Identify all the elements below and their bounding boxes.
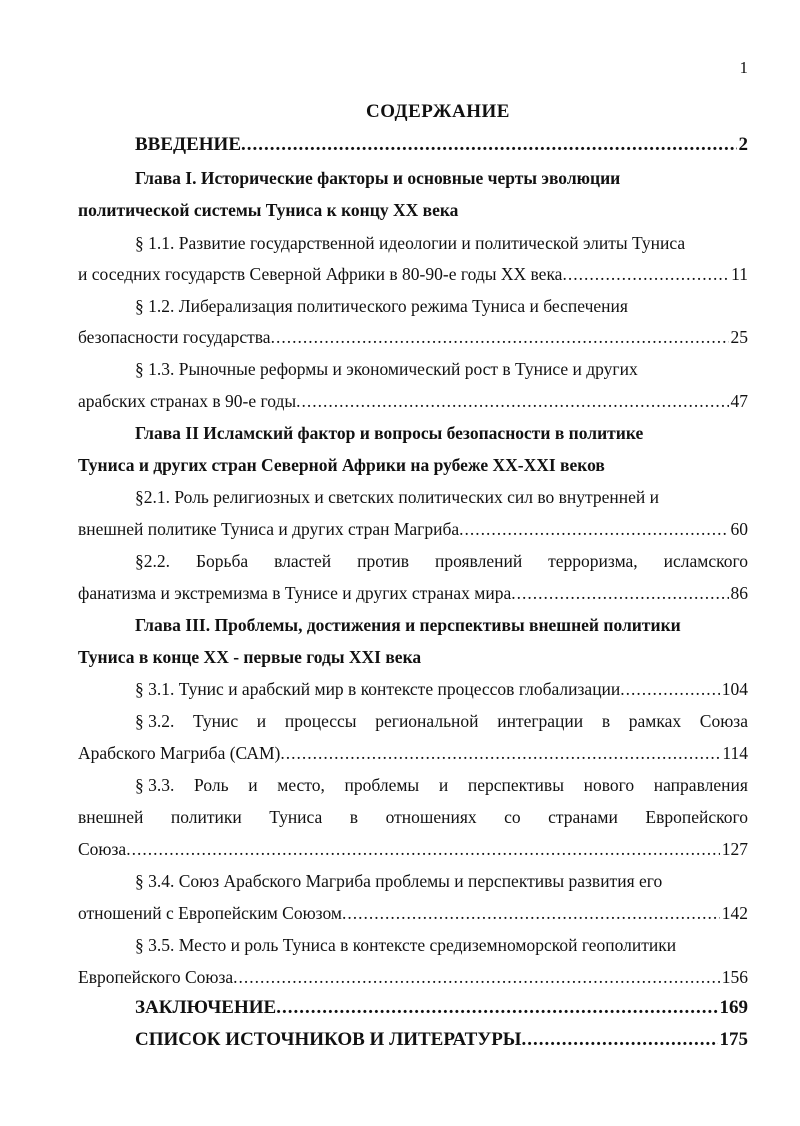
entry-title: Арабского Магриба (САМ) (78, 743, 281, 763)
word: странами (548, 807, 618, 827)
word: место, (277, 775, 325, 795)
section-3-5-line1[interactable]: § 3.5. Место и роль Туниса в контексте средиземноморской геополитики (135, 935, 677, 955)
section-1-2-line1[interactable]: § 1.2. Либерализация политического режима Туниса и беспечения (135, 296, 628, 316)
dot-leader (511, 581, 728, 605)
word: § 3.3. (135, 775, 175, 795)
chapter-2-heading[interactable]: Глава II Исламский фактор и вопросы безопасности в политике (135, 423, 644, 443)
word: исламского (663, 551, 748, 571)
section-2-1-line1[interactable]: §2.1. Роль религиозных и светских политических сил во внутренней и (135, 487, 660, 507)
dot-leader (126, 837, 720, 861)
word: отношениях (385, 807, 477, 827)
toc-entry-sources[interactable] (135, 1028, 748, 1052)
word: процессы (284, 711, 357, 731)
word: и (256, 711, 267, 731)
word: проявлений (434, 551, 523, 571)
entry-page: 2 (738, 134, 748, 155)
chapter-3-heading[interactable]: Глава III. Проблемы, достижения и перспективы внешней политики (135, 615, 681, 635)
section-3-5-line2[interactable] (78, 965, 748, 989)
entry-title: СПИСОК ИСТОЧНИКОВ И ЛИТЕРАТУРЫ (135, 1029, 522, 1050)
dot-leader (296, 389, 728, 413)
section-1-2-line2[interactable] (78, 325, 748, 349)
word: против (357, 551, 410, 571)
word: Роль (194, 775, 229, 795)
section-3-4-line1[interactable]: § 3.4. Союз Арабского Магриба проблемы и перспективы развития его (135, 871, 663, 891)
dot-leader (459, 517, 728, 541)
entry-page: 175 (719, 1029, 748, 1050)
word: внешней (78, 807, 144, 827)
entry-title: ЗАКЛЮЧЕНИЕ (135, 997, 277, 1018)
entry-title: Европейского Союза (78, 967, 234, 987)
word: Борьба (195, 551, 249, 571)
dot-leader (280, 741, 720, 765)
entry-title: безопасности государства (78, 327, 271, 347)
entry-page: 127 (721, 839, 748, 859)
entry-page: 104 (721, 679, 748, 699)
word: Союза (699, 711, 748, 731)
section-3-3-line3[interactable] (78, 837, 748, 861)
entry-page: 47 (730, 391, 748, 411)
word: Туниса (269, 807, 323, 827)
word: направления (653, 775, 748, 795)
section-1-1-line1[interactable]: § 1.1. Развитие государственной идеологии и политической элиты Туниса (135, 233, 686, 253)
entry-title: арабских странах в 90-е годы (78, 391, 297, 411)
page-number: 1 (739, 58, 748, 77)
entry-title: фанатизма и экстремизма в Тунисе и других странах мира (78, 583, 512, 603)
word: интеграции (497, 711, 584, 731)
entry-page: 25 (730, 327, 748, 347)
entry-page: 86 (730, 583, 748, 603)
dot-leader (241, 133, 737, 157)
word: Европейского (645, 807, 748, 827)
dot-leader (342, 901, 720, 925)
entry-title: отношений с Европейским Союзом (78, 903, 342, 923)
section-3-2-line1[interactable] (135, 709, 748, 733)
word: Тунис (193, 711, 239, 731)
entry-title: Союза (78, 839, 127, 859)
word: перспективы (467, 775, 564, 795)
dot-leader (562, 262, 729, 286)
word: со (504, 807, 521, 827)
entry-page: 114 (722, 743, 748, 763)
toc-title: СОДЕРЖАНИЕ (366, 101, 510, 122)
section-3-3-line1[interactable] (135, 773, 748, 797)
dot-leader (276, 996, 717, 1020)
section-3-4-line2[interactable] (78, 901, 748, 925)
section-1-1-line2[interactable] (78, 262, 748, 286)
entry-title: и соседних государств Северной Африки в 80-90-е годы XX века (78, 264, 563, 284)
dot-leader (521, 1028, 717, 1052)
word: властей (274, 551, 332, 571)
chapter-1-heading[interactable]: Глава I. Исторические факторы и основные черты эволюции (135, 168, 621, 188)
word: в (349, 807, 359, 827)
entry-title: ВВЕДЕНИЕ (135, 134, 241, 155)
chapter-1-heading-cont[interactable]: политической системы Туниса к концу XX века (78, 200, 459, 220)
entry-page: 142 (721, 903, 748, 923)
section-1-3-line2[interactable] (78, 389, 748, 413)
word: §2.2. (135, 551, 170, 571)
section-3-2-line2[interactable] (78, 741, 748, 765)
dot-leader (620, 677, 719, 701)
entry-page: 11 (731, 264, 748, 284)
dot-leader (271, 325, 729, 349)
entry-page: 156 (721, 967, 748, 987)
section-1-3-line1[interactable]: § 1.3. Рыночные реформы и экономический рост в Тунисе и других (135, 359, 638, 379)
word: политики (170, 807, 242, 827)
word: нового (583, 775, 635, 795)
word: в (601, 711, 611, 731)
entry-page: 60 (730, 519, 748, 539)
section-3-1[interactable] (135, 677, 748, 701)
word: и (438, 775, 449, 795)
entry-page: 169 (719, 997, 748, 1018)
word: и (248, 775, 258, 795)
dot-leader (233, 965, 720, 989)
section-2-2-line1[interactable] (135, 549, 748, 573)
entry-title: внешней политике Туниса и других стран Магриба (78, 519, 460, 539)
toc-entry-introduction[interactable] (135, 133, 748, 157)
section-3-3-line2[interactable] (78, 805, 748, 829)
word: терроризма, (548, 551, 638, 571)
entry-title: § 3.1. Тунис и арабский мир в контексте процессов глобализации (135, 679, 621, 699)
chapter-2-heading-cont[interactable]: Туниса и других стран Северной Африки на рубеже XX-XXI веков (78, 455, 605, 475)
chapter-3-heading-cont[interactable]: Туниса в конце XX - первые годы XXI века (78, 647, 422, 667)
section-2-2-line2[interactable] (78, 581, 748, 605)
word: рамках (628, 711, 682, 731)
word: региональной (375, 711, 479, 731)
word: проблемы (344, 775, 420, 795)
section-2-1-line2[interactable] (78, 517, 748, 541)
word: § 3.2. (135, 711, 175, 731)
toc-entry-conclusion[interactable] (135, 996, 748, 1020)
